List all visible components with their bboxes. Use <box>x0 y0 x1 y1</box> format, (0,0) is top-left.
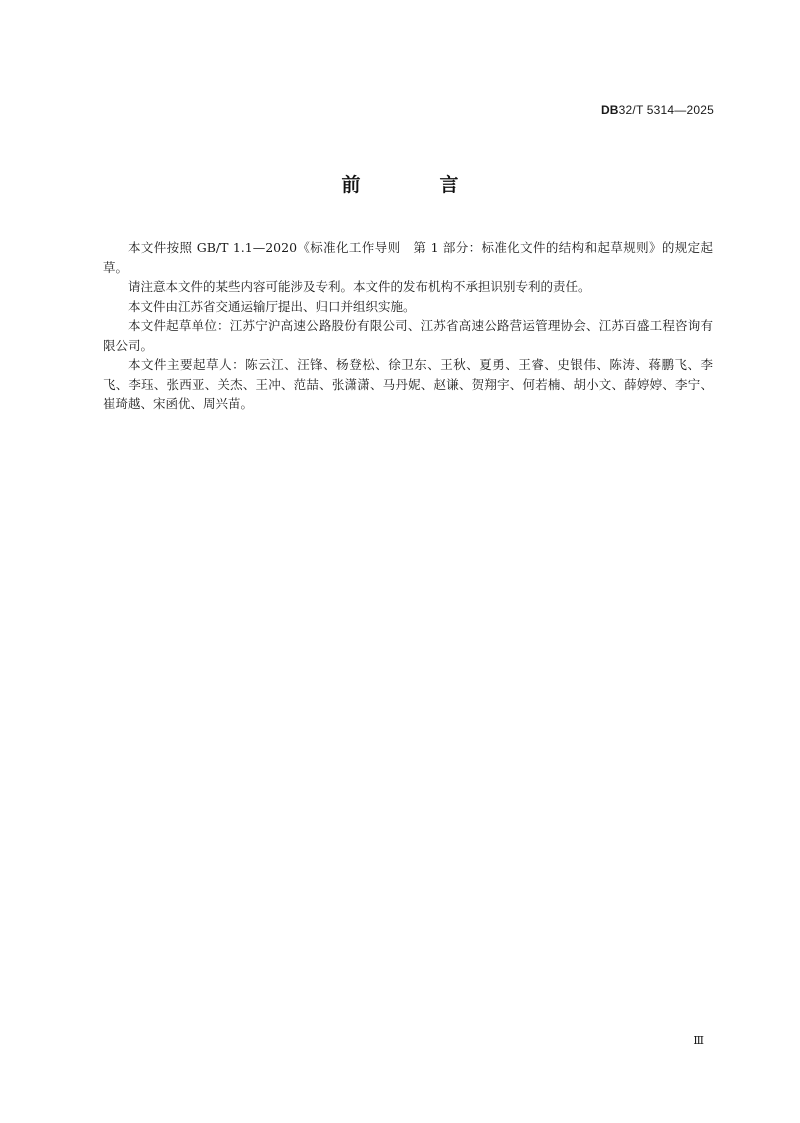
paragraph-drafting-rules: 本文件按照 GB/T 1.1—2020《标准化工作导则 第 1 部分：标准化文件的结构和起草规则》的规定起草。 <box>103 240 713 275</box>
paragraph-drafters: 本文件主要起草人：陈云江、汪锋、杨登松、徐卫东、王秋、夏勇、王睿、史银伟、陈涛、蒋鹏飞、李飞、李珏、张西亚、关杰、王冲、范喆、张潇潇、马丹妮、赵谦、贺翔宇、何若楠、胡小文、薛婷婷、李宁、崔琦越、宋函优、周兴苗。 <box>103 357 713 411</box>
document-code <box>601 103 714 117</box>
page-number: Ⅲ <box>693 1034 704 1047</box>
paragraph-drafting-units: 本文件起草单位：江苏宁沪高速公路股份有限公司、江苏省高速公路营运管理协会、江苏百盛工程咨询有限公司。 <box>103 318 713 353</box>
document-code-prefix: DB <box>600 103 619 117</box>
paragraph-patent-notice: 请注意本文件的某些内容可能涉及专利。本文件的发布机构不承担识别专利的责任。 <box>128 279 591 294</box>
foreword-body <box>103 238 713 414</box>
page-title: 前 言 <box>341 174 489 196</box>
paragraph-proposer: 本文件由江苏省交通运输厅提出、归口并组织实施。 <box>128 298 416 314</box>
document-code-number: 32/T 5314—2025 <box>618 103 714 117</box>
